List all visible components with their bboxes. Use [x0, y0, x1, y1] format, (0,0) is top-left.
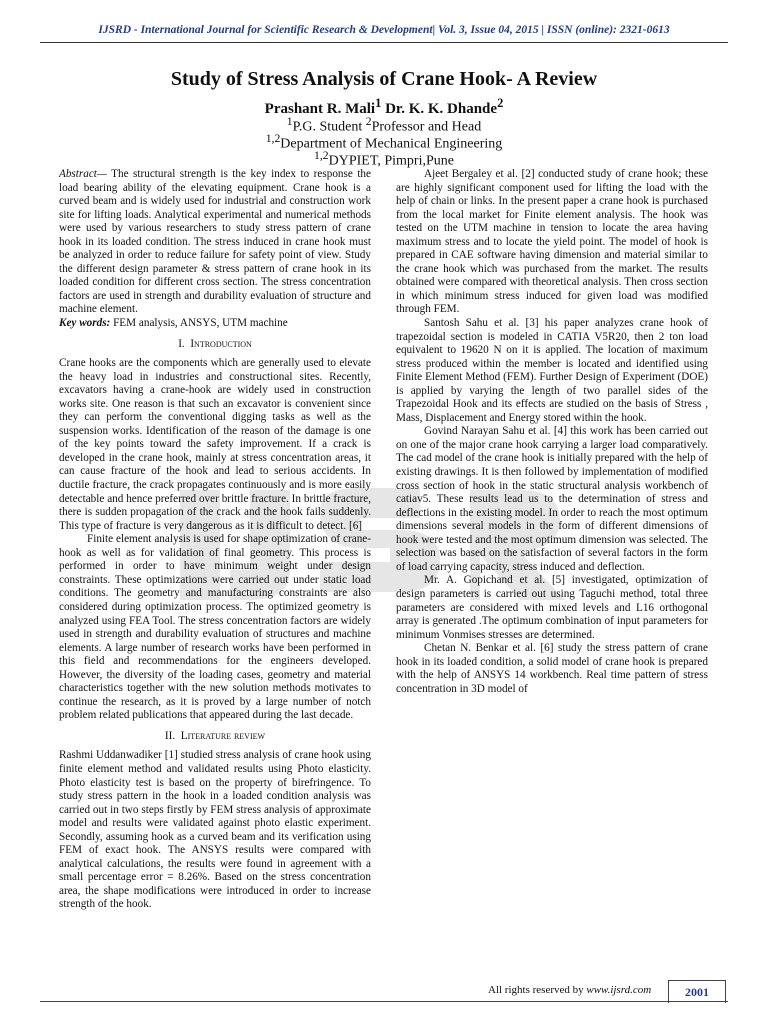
affil-sup: 1,2 — [314, 149, 329, 162]
author-2: Dr. K. K. Dhande — [385, 101, 498, 117]
literature-paragraph-3: Santosh Sahu et al. [3] his paper analyzes crane hook of trapezoidal section is modeled in CATIA V5R20, then 2 ton load equivalent to 19620 N on it is applied. The location of maximum stress produced within the member is located and identified using Finite Element Method (FEM). Further Design of Experiment (DOE) is applied by varying the length of two parallel sides of the Trapezoidal Hook and its effects are studied on the basis of Stress , Mass, Displacement and Energy stored within the hook. — [396, 317, 708, 424]
section-number: I. — [178, 337, 185, 350]
affil-role-2: Professor and Head — [371, 119, 482, 135]
author-1-sup: 1 — [375, 96, 382, 110]
left-column — [59, 168, 371, 912]
intro-paragraph-2: Finite element analysis is used for shape optimization of crane-hook as well as for validation of final geometry. This process is performed in order to have minimum weight under design constraints. These optimizations were carried out under static load conditions. The geometry and manufacturing constraints are also considered during optimization process. The optimized geometry is analyzed using FEA Tool. The stress concentration factors are widely used in strength and durability evaluation of structures and machine elements. A large number of research works have been performed in this field and recommendations for the engineers developed. However, the diversity of the loading cases, geometry and material characteristics together with the new solution methods motivates to continue the research, as it is proved by a large number of notch problem related publications that appeared during the last decade. — [59, 533, 371, 722]
section-title: Literature review — [180, 729, 266, 742]
section-number: II. — [164, 729, 176, 742]
header-rule — [40, 42, 728, 43]
abstract — [59, 168, 371, 317]
journal-header: IJSRD - International Journal for Scientific Research & Development| Vol. 3, Issue 04, 2015 | ISSN (online): 2321-0613 — [98, 24, 670, 36]
footer-rule — [40, 1001, 728, 1002]
footer-rights — [488, 984, 651, 996]
literature-paragraph-1: Rashmi Uddanwadiker [1] studied stress analysis of crane hook using finite element method and validated results using Photo elasticity. Photo elasticity test is based on the property of birefringence. To study stress pattern in the hook in a loaded condition analysis was carried out in two steps firstly by FEM stress analysis of approximate model and results were validated against photo elastic experiment. Secondly, assuming hook as a curved beam and its verification using FEM of exact hook. The ANSYS results were compared with analytical calculations, the results were found in agreement with a small percentage error = 8.26%. Based on the stress concentration area, the shape modifications were introduced in order to increase strength of the hook. — [59, 749, 371, 911]
author-1: Prashant R. Mali — [264, 101, 376, 117]
affil-department-text: Department of Mechanical Engineering — [280, 136, 503, 152]
keywords-text: FEM analysis, ANSYS, UTM machine — [110, 317, 288, 330]
right-column — [396, 168, 708, 696]
section-heading-introduction — [59, 338, 371, 352]
footer-rights-text: All rights reserved by — [488, 984, 587, 996]
intro-paragraph-1: Crane hooks are the components which are generally used to elevate the heavy load in industries and constructional sites. Recently, excavators having a crane-hook are widely used in construction works site. One reason is that such an excavator is convenient since they can perform the conventional digging tasks as well as the suspension works. Identification of the reason of the damage is one of the key points toward the safety improvement. If a crack is developed in the crane hook, mainly at stress concentration areas, it can cause fracture of the hook and lead to serious accidents. In ductile fracture, the crack propagates continuously and is more easily detectable and hence preferred over brittle fracture. In brittle fracture, there is sudden propagation of the crack and the hook fails suddenly. This type of fracture is very dangerous as it is difficult to detect. [6] — [59, 357, 371, 532]
paper-title: Study of Stress Analysis of Crane Hook- A Review — [170, 68, 598, 90]
keywords-label: Key words: — [59, 317, 111, 330]
abstract-label: Abstract— — [59, 168, 107, 180]
literature-paragraph-5: Mr. A. Gopichand et al. [5] investigated, optimization of design parameters is carried out using Taguchi method, total three parameters are considered with mixed levels and L16 orthogonal array is generated .The optimum combination of input parameters for minimum Vonmises stresses are determined. — [396, 574, 708, 641]
affil-sup: 1,2 — [265, 132, 281, 145]
footer-url-link[interactable]: www.ijsrd.com — [586, 984, 652, 996]
abstract-text: The structural strength is the key index to response the load bearing ability of the elevating equipment. Crane hook is a curved beam and is widely used for industrial and construction work site for lifting loads. Analytical experimental and numerical methods were used by various researchers to study stress pattern of crane hook in its loaded condition. The stress induced in crane hook must be analyzed in order to reduce failure for safety point of view. Study the different design parameter & stress pattern of crane hook in its loaded condition for different cross section. The stress concentration factors are used in strength and durability evaluation of structure and machine element. — [59, 168, 371, 316]
author-2-sup: 2 — [497, 96, 504, 110]
section-title: Introduction — [190, 337, 252, 350]
literature-paragraph-2: Ajeet Bergaley et al. [2] conducted study of crane hook; these are highly significant component used for lifting the load with the help of chain or links. In the present paper a crane hook is purchased from the local market for Finite element analysis. The hook was tested on the UTM machine in tension to locate the area having maximum stress and to locate the yield point. The model of hook is prepared in CAE software having dimension and material similar to the crane hook which was purchased from the market. The results obtained were compared with theoretical analysis. Then cross section in which minimum stress induced for given load was modified through FEM. — [396, 168, 708, 316]
page-number: 2001 — [668, 980, 726, 1003]
affil-institute-text: DYPIET, Pimpri,Pune — [328, 153, 454, 169]
keywords — [59, 317, 371, 331]
affil-sup: 2 — [365, 115, 372, 128]
affil-role-1: P.G. Student — [292, 119, 366, 135]
section-heading-literature-review — [59, 730, 371, 744]
literature-paragraph-6: Chetan N. Benkar et al. [6] study the stress pattern of crane hook in its loaded condition, a solid model of crane hook is prepared with the help of ANSYS 14 workbench. Real time pattern of stress concentration in 3D model of — [396, 642, 708, 695]
literature-paragraph-4: Govind Narayan Sahu et al. [4] this work has been carried out on one of the major crane hook carrying a larger load comparatively. The cad model of the crane hook is initially prepared with the help of existing drawings. It is then followed by implementation of modified cross section of hook in the static structural analysis workbench of catiav5. These results lead us to the determination of stress and deflections in the existing model. In order to reach the most optimum dimensions several models in the form of different dimensions of hook were tested and the most optimum dimension was selected. The selection was based on the satisfaction of several factors in the form of load carrying capacity, stress induced and deflection. — [396, 425, 708, 573]
affiliation-institute — [40, 149, 728, 170]
affil-sup: 1 — [286, 115, 293, 128]
